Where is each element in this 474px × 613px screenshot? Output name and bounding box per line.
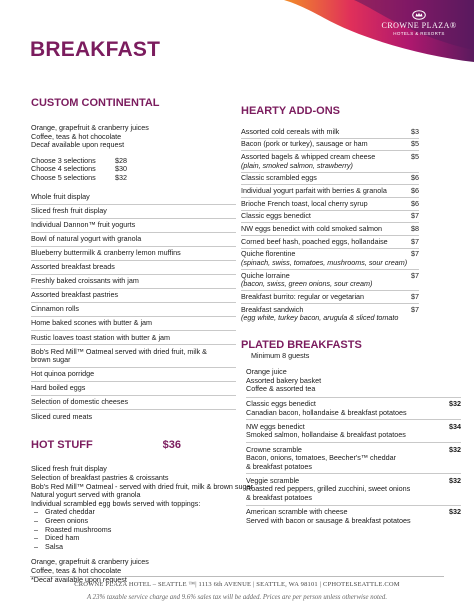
addon-name: Quiche lorraine xyxy=(241,270,290,280)
addon-name: NW eggs benedict with cold smoked salmon xyxy=(241,224,383,233)
addon-price: $6 xyxy=(411,185,419,195)
addon-name: Breakfast sandwich xyxy=(241,304,304,314)
logo-name xyxy=(378,21,460,31)
addon-price: $5 xyxy=(411,139,419,149)
addon-price: $7 xyxy=(411,291,419,301)
addon-name: Quiche florentine xyxy=(241,249,296,259)
plated-dish-detail: Roasted red peppers, grilled zucchini, sweet onions xyxy=(246,484,411,494)
addon-dish xyxy=(241,272,372,289)
selection-price-row xyxy=(31,174,236,183)
plated-dish-name: NW eggs benedict xyxy=(246,421,305,431)
plated-dish-name: Classic eggs benedict xyxy=(246,399,316,409)
plated-row xyxy=(246,419,461,442)
list-item xyxy=(31,218,236,232)
list-item-line: Freshly baked croissants with jam xyxy=(31,276,139,286)
addon-dish xyxy=(241,250,407,267)
selection-price: $32 xyxy=(115,172,127,182)
addon-name: Corned beef hash, poached eggs, hollandaise xyxy=(241,236,388,246)
list-item xyxy=(31,302,236,316)
plated-price: $34 xyxy=(449,421,461,431)
plated-breakfasts-heading: PLATED BREAKFASTS xyxy=(241,339,362,352)
addon-dish xyxy=(241,238,388,247)
list-item-line: Cinnamon rolls xyxy=(31,304,79,314)
list-item-line: Individual Dannon™ fruit yogurts xyxy=(31,219,136,229)
logo-name-text: CROWNE PLAZA xyxy=(381,21,450,30)
plated-dish-detail: Served with bacon or sausage & breakfast potatoes xyxy=(246,515,411,525)
addon-name: Brioche French toast, local cherry syrup xyxy=(241,198,368,208)
list-item xyxy=(31,330,236,344)
plated-dish xyxy=(246,400,407,417)
hot-stuff-line: Individual scrambled egg bowls served with toppings: xyxy=(31,498,201,508)
addon-dish xyxy=(241,306,398,323)
custom-continental-items xyxy=(31,191,236,424)
topping-item: – Roasted mushrooms xyxy=(31,526,236,535)
plated-included xyxy=(241,368,457,394)
addon-name: Assorted bagels & whipped cream cheese xyxy=(241,151,376,161)
crowne-plaza-logo xyxy=(378,10,460,37)
addon-price: $7 xyxy=(411,236,419,246)
list-item-line: Blueberry buttermilk & cranberry lemon muffins xyxy=(31,248,181,258)
addon-price: $3 xyxy=(411,126,419,136)
addon-price: $7 xyxy=(411,304,419,314)
addon-dish xyxy=(241,187,387,196)
hot-stuff-line: Bob's Red Mill™ Oatmeal - served with dried fruit, milk & brown sugar xyxy=(31,481,253,491)
plated-minimum: Minimum 8 guests xyxy=(251,351,310,361)
beverage-line: Orange, grapefruit & cranberry juices xyxy=(31,557,149,567)
list-item-line: brown sugar xyxy=(31,355,71,365)
list-item xyxy=(31,381,236,395)
hot-stuff-header xyxy=(31,438,181,452)
right-column xyxy=(241,104,461,527)
selection-label: Choose 5 selections xyxy=(31,172,96,182)
list-item-line: Selection of domestic cheeses xyxy=(31,397,129,407)
plated-price: $32 xyxy=(449,399,461,409)
plated-dish-detail: & breakfast potatoes xyxy=(246,493,312,503)
hot-stuff-heading: HOT STUFF xyxy=(31,439,93,452)
addon-name: Breakfast burrito: regular or vegetarian xyxy=(241,291,365,301)
hearty-addons-list xyxy=(241,126,419,324)
addon-row xyxy=(241,184,419,197)
included-line: Coffee, teas & hot chocolate xyxy=(31,131,122,141)
addon-dish xyxy=(241,153,375,170)
addon-row xyxy=(241,150,419,171)
hot-stuff-line: Selection of breakfast pastries & croissants xyxy=(31,473,169,482)
plated-dish xyxy=(246,446,396,472)
plated-dish-detail: Bacon, onions, tomatoes, Beecher's™ cheddar xyxy=(246,453,397,463)
plated-dish-detail: Canadian bacon, hollandaise & breakfast potatoes xyxy=(246,407,407,417)
plated-row xyxy=(246,442,461,473)
topping-item: – Salsa xyxy=(31,543,236,552)
plated-dish-detail: Smoked salmon, hollandaise & breakfast potatoes xyxy=(246,430,406,440)
list-item xyxy=(31,232,236,246)
addon-detail: (bacon, swiss, green onions, sour cream) xyxy=(241,279,373,289)
addon-price: $6 xyxy=(411,198,419,208)
plated-row xyxy=(246,397,461,420)
plated-price: $32 xyxy=(449,444,461,454)
plated-dish-name: Veggie scramble xyxy=(246,475,300,485)
addon-row xyxy=(241,172,419,185)
footer-divider xyxy=(30,576,444,577)
hot-stuff-line: Natural yogurt served with granola xyxy=(31,490,141,500)
custom-continental-heading: CUSTOM CONTINENTAL xyxy=(31,97,160,109)
custom-continental-included xyxy=(31,124,236,150)
addon-row xyxy=(241,235,419,248)
topping-item: – Grated cheddar xyxy=(31,508,236,517)
custom-continental-pricing xyxy=(31,157,236,183)
addon-detail: (egg white, turkey bacon, arugula & sliced tomato xyxy=(241,313,399,323)
addon-dish xyxy=(241,140,368,149)
plated-items-list xyxy=(241,397,461,528)
hearty-addons-heading: HEARTY ADD-ONS xyxy=(241,105,341,117)
list-item-line: Bob's Red Mill™ Oatmeal served with dried fruit, milk & xyxy=(31,346,207,356)
logo-registered-mark: ® xyxy=(449,21,457,30)
addon-name: Individual yogurt parfait with berries & granola xyxy=(241,185,387,195)
addon-price: $5 xyxy=(411,151,419,161)
addon-dish xyxy=(241,212,311,221)
addon-price: $7 xyxy=(411,270,419,280)
footer-address: CROWNE PLAZA HOTEL – SEATTLE ™| 1113 6th AVENUE | SEATTLE, WA 98101 | CPHOTELSEATTLE.COM xyxy=(74,581,400,588)
beverage-line: *Decaf available upon request xyxy=(31,574,127,584)
addon-row xyxy=(241,126,419,138)
list-item xyxy=(31,204,236,218)
selection-label: Choose 3 selections xyxy=(31,155,96,165)
list-item xyxy=(31,246,236,260)
plated-dish xyxy=(246,423,406,440)
left-column xyxy=(31,96,253,584)
list-item-line: Hard boiled eggs xyxy=(31,383,86,393)
addon-row xyxy=(241,269,419,290)
plated-dish-detail: & breakfast potatoes xyxy=(246,461,312,471)
list-item xyxy=(31,316,236,330)
plated-included-line: Orange juice xyxy=(246,366,287,376)
plated-dish-name: Crowne scramble xyxy=(246,444,302,454)
list-item-line: Home baked scones with butter & jam xyxy=(31,318,153,328)
list-item xyxy=(31,260,236,274)
list-item-line: Sliced fresh fruit display xyxy=(31,205,107,215)
included-line: Orange, grapefruit & cranberry juices xyxy=(31,123,149,132)
list-item xyxy=(31,367,236,381)
addon-row xyxy=(241,197,419,210)
plated-price: $32 xyxy=(449,507,461,517)
addon-price: $7 xyxy=(411,249,419,259)
hot-stuff-line: Sliced fresh fruit display xyxy=(31,464,107,474)
list-item-line: Bowl of natural yogurt with granola xyxy=(31,233,142,243)
selection-price: $28 xyxy=(115,155,127,165)
addon-row xyxy=(241,303,419,324)
plated-row xyxy=(246,505,461,528)
list-item xyxy=(31,395,236,409)
beverage-line: Coffee, teas & hot chocolate xyxy=(31,565,122,575)
addon-row xyxy=(241,290,419,303)
plated-dish xyxy=(246,477,410,503)
plated-included-line: Coffee & assorted tea xyxy=(246,384,316,394)
addon-name: Classic eggs benedict xyxy=(241,211,311,221)
addon-row xyxy=(241,222,419,235)
list-item xyxy=(31,274,236,288)
addon-price: $6 xyxy=(411,173,419,183)
addon-detail: (plain, smoked salmon, strawberry) xyxy=(241,160,353,170)
addon-row xyxy=(241,138,419,151)
included-line: Decaf available upon request xyxy=(31,140,125,150)
addon-dish xyxy=(241,174,317,183)
topping-item: – Green onions xyxy=(31,517,236,526)
addon-row xyxy=(241,248,419,269)
selection-price: $30 xyxy=(115,164,127,174)
list-item-line: Hot quinoa porridge xyxy=(31,369,95,379)
addon-dish xyxy=(241,128,339,137)
plated-included-line: Assorted bakery basket xyxy=(246,375,322,385)
list-item-line: Sliced cured meats xyxy=(31,411,93,421)
addon-dish xyxy=(241,225,382,234)
addon-name: Assorted cold cereals with milk xyxy=(241,126,340,136)
page-title: BREAKFAST xyxy=(30,38,161,61)
crown-icon xyxy=(412,10,426,20)
addon-price: $7 xyxy=(411,211,419,221)
plated-row xyxy=(246,473,461,504)
list-item xyxy=(31,409,236,423)
addon-name: Classic scrambled eggs xyxy=(241,173,317,183)
logo-tagline: HOTELS & RESORTS xyxy=(393,31,445,36)
addon-dish xyxy=(241,293,364,302)
addon-detail: (spinach, swiss, tomatoes, mushrooms, sour cream) xyxy=(241,257,408,267)
list-item-line: Assorted breakfast pastries xyxy=(31,290,119,300)
addon-price: $8 xyxy=(411,224,419,233)
hot-stuff-toppings xyxy=(31,508,236,551)
list-item-line: Assorted breakfast breads xyxy=(31,262,115,272)
plated-dish xyxy=(246,508,411,525)
list-item xyxy=(31,344,236,367)
addon-row xyxy=(241,210,419,223)
list-item-line: Whole fruit display xyxy=(31,191,90,201)
topping-item: – Diced ham xyxy=(31,534,236,543)
hot-stuff-lines xyxy=(31,464,253,508)
plated-dish-name: American scramble with cheese xyxy=(246,507,348,517)
list-item xyxy=(31,191,236,204)
list-item xyxy=(31,288,236,302)
footer-service-note: A 23% taxable service charge and 9.6% sales tax will be added. Prices are per person unless otherwise noted. xyxy=(86,594,388,601)
plated-price: $32 xyxy=(449,475,461,485)
hot-stuff-price: $36 xyxy=(162,439,181,452)
list-item-line: Rustic loaves toast station with butter & jam xyxy=(31,332,171,342)
selection-label: Choose 4 selections xyxy=(31,164,96,174)
addon-dish xyxy=(241,200,368,209)
addon-name: Bacon (pork or turkey), sausage or ham xyxy=(241,139,368,149)
